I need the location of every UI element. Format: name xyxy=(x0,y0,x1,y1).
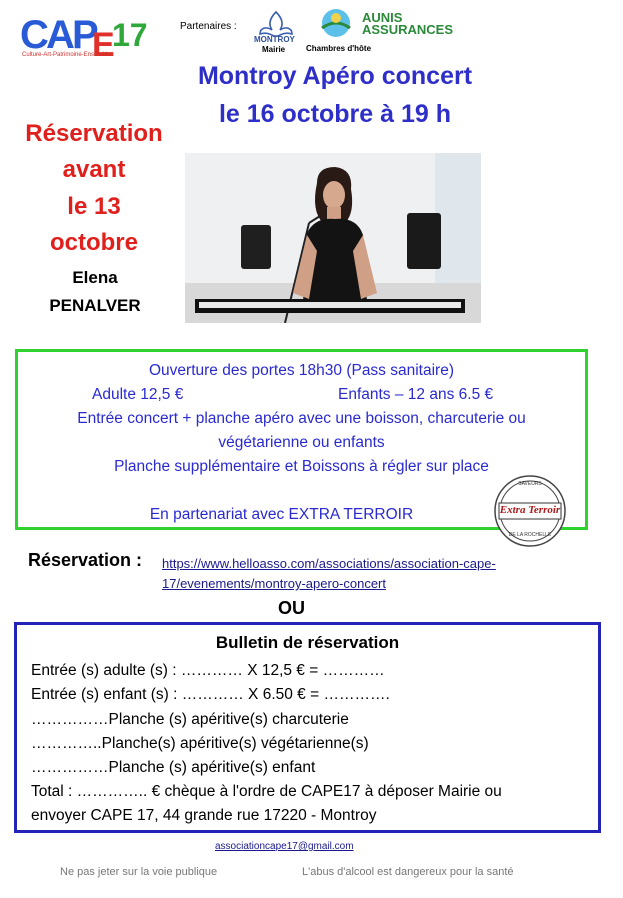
event-title: Montroy Apéro concert xyxy=(197,62,473,90)
reservation-link[interactable]: https://www.helloasso.com/associations/association-cape- xyxy=(162,556,496,571)
mairie-label: Mairie xyxy=(262,45,286,54)
singer-at-keyboard-image xyxy=(185,153,481,323)
event-date: le 16 octobre à 19 h xyxy=(218,100,452,128)
bulletin-line-vegetarian: …………..Planche(s) apéritive(s) végétarienne(s) xyxy=(31,735,369,752)
chambres-hote-icon xyxy=(306,6,366,44)
child-price-text: Enfants – 12 ans 6.5 € xyxy=(338,386,494,403)
extra-terroir-top-text: SAVEURS xyxy=(518,481,542,487)
bulletin-line-address: envoyer CAPE 17, 44 grande rue 17220 - Montroy xyxy=(31,807,377,824)
svg-text:P: P xyxy=(72,13,99,57)
bulletin-line-charcuterie: ……………Planche (s) apéritive(s) charcuterie xyxy=(31,711,349,728)
aunis-label: AUNIS xyxy=(362,10,403,25)
concert-description-text: Entrée concert + planche apéro avec une boisson, charcuterie ou xyxy=(77,410,526,427)
artist-first-name: Elena xyxy=(72,268,118,287)
deadline-line-1: Réservation xyxy=(25,120,163,147)
bulletin-line-child: Entrée (s) enfant (s) : ………… X 6.50 € = …………. xyxy=(31,686,390,703)
bulletin-line-child-plate: ……………Planche (s) apéritive(s) enfant xyxy=(31,759,316,776)
extra-terroir-logo xyxy=(493,474,567,548)
alcohol-warning: L'abus d'alcool est dangereux pour la santé xyxy=(302,866,514,878)
extra-terroir-bottom-text: DE LA ROCHELLE xyxy=(508,532,552,538)
reservation-form-box xyxy=(14,622,601,833)
chambres-hote-label: Chambres d'hôte xyxy=(306,44,372,53)
partnership-text: En partenariat avec EXTRA TERROIR xyxy=(149,506,414,523)
artist-last-name: PENALVER xyxy=(49,296,141,315)
extras-text: Planche supplémentaire et Boissons à régler sur place xyxy=(114,458,489,475)
chambres-hote-logo xyxy=(306,6,372,56)
bulletin-line-adult: Entrée (s) adulte (s) : ………… X 12,5 € = ………… xyxy=(31,662,385,679)
reservation-link-continued[interactable]: 17/evenements/montroy-apero-concert xyxy=(162,576,387,591)
partners-label: Partenaires : xyxy=(180,21,237,32)
extra-terroir-name: Extra Terroir xyxy=(499,504,561,516)
artist-photo xyxy=(185,153,481,323)
deadline-line-2: avant xyxy=(62,156,126,183)
svg-text:C: C xyxy=(20,13,49,57)
aunis-assurances-logo xyxy=(362,12,453,36)
assurances-label: ASSURANCES xyxy=(362,22,454,37)
bulletin-title: Bulletin de réservation xyxy=(215,633,400,652)
or-label: OU xyxy=(278,598,305,618)
svg-text:E: E xyxy=(92,26,115,60)
montroy-label: MONTROY xyxy=(254,35,295,44)
litter-warning: Ne pas jeter sur la voie publique xyxy=(60,866,218,878)
svg-text:17: 17 xyxy=(112,17,148,53)
bulletin-line-total: Total : ………….. € chèque à l'ordre de CAPE17 à déposer Mairie ou xyxy=(31,783,502,800)
svg-text:A: A xyxy=(46,13,75,57)
adult-price-text: Adulte 12,5 € xyxy=(92,386,184,403)
deadline-line-3: le 13 xyxy=(67,193,121,220)
logo-subtitle: Culture-Art-Patrimoine-Ensemble xyxy=(22,52,111,58)
reservation-label: Réservation : xyxy=(28,550,143,570)
contact-email-link[interactable]: associationcape17@gmail.com xyxy=(215,841,354,852)
concert-description-text-2: végétarienne ou enfants xyxy=(218,434,385,451)
deadline-line-4: octobre xyxy=(49,229,138,256)
montroy-mairie-logo xyxy=(250,8,302,54)
doors-opening-text: Ouverture des portes 18h30 (Pass sanitaire) xyxy=(149,362,454,379)
